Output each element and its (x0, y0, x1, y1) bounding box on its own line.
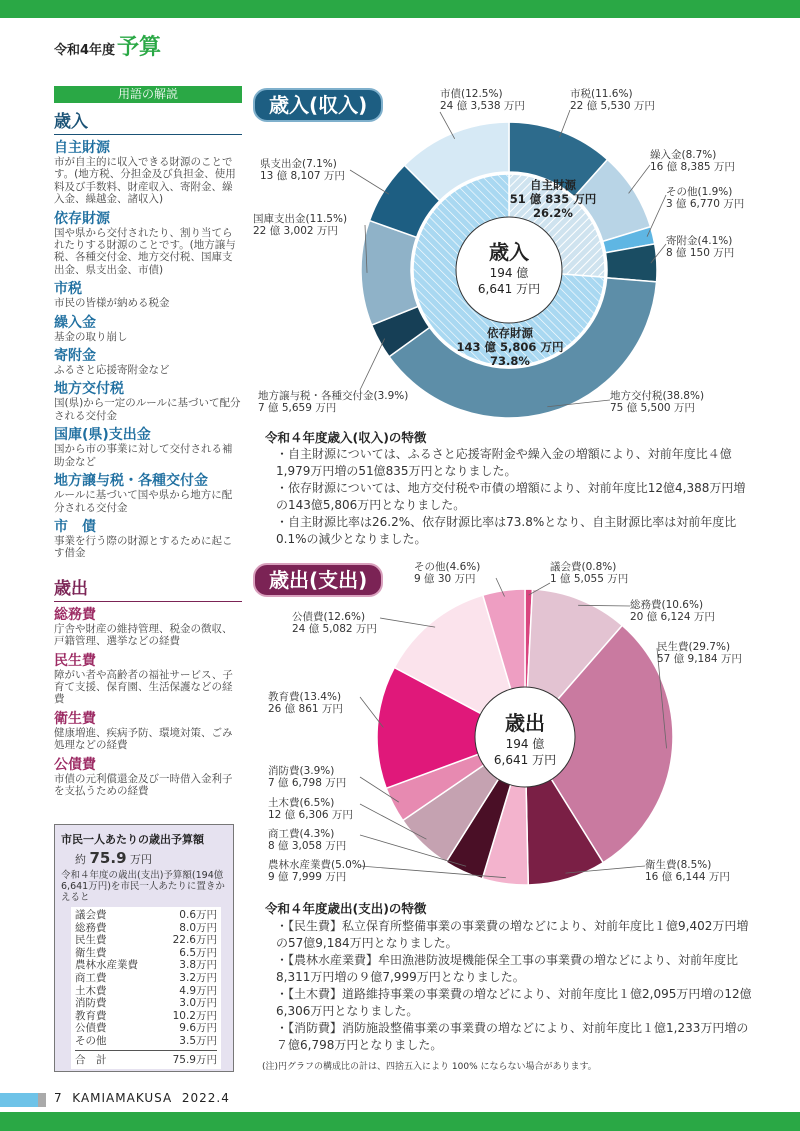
slice-label (570, 88, 655, 112)
glossary-term: 依存財源 (54, 210, 110, 227)
per-capita-value: 75.9 (89, 849, 127, 867)
slice-label (414, 561, 480, 585)
slice-label-name: 国庫支出金(11.5%) (253, 213, 348, 225)
footnote: (注)円グラフの構成比の計は、四捨五入により 100% にならない場合があります。 (262, 1062, 597, 1072)
slice-label (268, 828, 346, 852)
slice-label-name: 商工費(4.3%) (268, 828, 335, 840)
slice-label (657, 641, 742, 665)
slice-label-amount: 22 億 5,530 万円 (570, 100, 655, 112)
expense-features-title: 令和４年度歳出(支出)の特徴 (265, 901, 427, 916)
revenue-center-title: 歳入 (489, 240, 529, 264)
slice-label-name: 教育費(13.4%) (268, 691, 342, 703)
expense-center-l1: 194 億 (505, 737, 545, 751)
glossary-desc: ふるさと応援寄附金など (54, 364, 170, 377)
expense-center-title: 歳出 (505, 711, 545, 735)
slice-label-name: 衛生費(8.5%) (645, 859, 712, 871)
glossary-term: 衛生費 (54, 710, 96, 727)
magazine-name: KAMIAMAKUSA (72, 1091, 173, 1105)
slice-label (268, 691, 343, 715)
per-capita-row-name: 教育費 (75, 1009, 107, 1022)
slice-label-amount: 22 億 3,002 万円 (253, 225, 338, 237)
expense-center-l2: 6,641 万円 (493, 753, 557, 767)
glossary-desc: 市が自主的に収入できる財源のことです。(地方税、分担金及び負担金、使用料及び手数料、財産収入、寄附金、繰入金、繰越金、諸収入) (54, 156, 236, 206)
per-capita-prefix: 約 (75, 853, 86, 866)
glossary-desc: ルールに基づいて国や県から地方に配分される交付金 (54, 489, 233, 514)
slice-label (268, 765, 346, 789)
slice-label-amount: 26 億 861 万円 (268, 703, 343, 715)
revenue-features-title: 令和４年度歳入(収入)の特徴 (265, 430, 427, 445)
slice-label-amount: 12 億 6,306 万円 (268, 809, 353, 821)
self-l3: 26.2% (533, 206, 573, 220)
glossary-term: 総務費 (54, 606, 96, 623)
slice-label-amount: 16 億 6,144 万円 (645, 871, 730, 883)
per-capita-row-name: 商工費 (75, 971, 107, 984)
slice-label (666, 235, 734, 259)
glossary-term: 市 債 (54, 518, 96, 535)
glossary-heading: 用語の解説 (54, 86, 242, 103)
leader-line (350, 170, 389, 194)
glossary-expense-heading: 歳出 (54, 574, 242, 602)
slice-label (645, 859, 730, 883)
slice-label-amount: 13 億 8,107 万円 (260, 170, 345, 182)
per-capita-row-name: 総務費 (75, 921, 107, 934)
glossary-desc: 市民の皆様が納める税金 (54, 297, 170, 310)
slice-label-amount: 8 億 3,058 万円 (268, 840, 347, 852)
slice-label-amount: 7 億 6,798 万円 (268, 777, 347, 789)
slice-label-name: 総務費(10.6%) (630, 599, 704, 611)
per-capita-title: 市民一人あたりの歳出予算額 (61, 833, 204, 846)
per-capita-row-value: 10.2万円 (172, 1009, 217, 1022)
glossary-revenue-heading: 歳入 (54, 107, 242, 135)
per-capita-row-value: 0.6万円 (179, 909, 217, 921)
slice-label (650, 149, 735, 173)
per-capita-row-value: 22.6万円 (172, 934, 217, 947)
revenue-slice (361, 221, 418, 326)
per-capita-row-name: 農林水産業費 (75, 959, 138, 972)
slice-label-amount: 57 億 9,184 万円 (657, 653, 742, 665)
slice-label (268, 859, 366, 883)
glossary-desc: 国から市の事業に対して交付される補助金など (54, 443, 233, 468)
slice-label-amount: 16 億 8,385 万円 (650, 161, 735, 173)
slice-label-name: その他(1.9%) (666, 186, 733, 198)
slice-label (550, 561, 628, 585)
glossary-term: 繰入金 (54, 314, 96, 331)
glossary-desc: 基金の取り崩し (54, 330, 128, 343)
per-capita-row-name: 民生費 (75, 934, 107, 947)
slice-label-name: 市税(11.6%) (570, 88, 633, 100)
slice-label (253, 213, 347, 237)
slice-label-amount: 1 億 5,055 万円 (550, 573, 629, 585)
slice-label-amount: 24 億 5,082 万円 (292, 623, 377, 635)
feature-item: ・【農林水産業費】牟田漁港防波堤機能保全工事の事業費の増などにより、対前年度比8,311万円増の９億7,999万円となりました。 (276, 953, 739, 984)
page-tab-gray (38, 1093, 46, 1107)
expense-features (276, 918, 756, 1054)
bottom-green-bar (0, 1112, 800, 1131)
per-capita-row-name: 衛生費 (75, 946, 107, 959)
slice-label-name: 議会費(0.8%) (550, 561, 617, 573)
per-capita-row-value: 3.0万円 (179, 997, 217, 1010)
per-capita-row-value: 3.8万円 (179, 959, 217, 972)
glossary-desc: 国(県)から一定のルールに基づいて配分される交付金 (54, 397, 241, 422)
slice-label (268, 797, 353, 821)
slice-label-amount: 75 億 5,500 万円 (610, 402, 695, 414)
per-capita-row-name: その他 (75, 1034, 107, 1047)
per-capita-note: 令和４年度の歳出(支出)予算額(194億6,641万円)を市民一人あたりに置きかえると (61, 870, 225, 903)
per-capita-row-value: 9.6万円 (179, 1022, 217, 1035)
feature-item: ・【消防費】消防施設整備事業の事業費の増などにより、対前年度比１億1,233万円増の７億6,798万円となりました。 (276, 1021, 749, 1052)
leader-line (647, 195, 666, 237)
slice-label-amount: 9 億 7,999 万円 (268, 871, 347, 883)
slice-label-name: 消防費(3.9%) (268, 765, 335, 777)
feature-item: ・【民生費】私立保育所整備事業の事業費の増などにより、対前年度比１億9,402万円増の57億9,184万円となりました。 (276, 919, 749, 950)
header-main: 予算 (117, 34, 162, 60)
revenue-self-label (498, 178, 608, 220)
self-l1: 自主財源 (530, 178, 576, 192)
glossary-desc: 健康増進、疾病予防、環境対策、ごみ処理などの経費 (54, 726, 233, 752)
slice-label-name: 地方交付税(38.8%) (610, 390, 705, 402)
slice-label-amount: 20 億 6,124 万円 (630, 611, 715, 623)
glossary-term: 市税 (54, 281, 82, 298)
dep-l3: 73.8% (490, 354, 530, 368)
slice-label-name: 地方譲与税・各種交付金(3.9%) (258, 390, 409, 402)
per-capita-row-name: 土木費 (75, 984, 107, 997)
slice-label-name: 農林水産業費(5.0%) (268, 859, 366, 871)
glossary-term: 地方譲与税・各種交付金 (54, 473, 208, 490)
per-capita-row-name: 消防費 (75, 997, 107, 1010)
feature-item: ・自主財源比率は26.2%、依存財源比率は73.8%となり、自主財源比率は対前年度比0.1%の減少となりました。 (276, 515, 737, 546)
slice-label (260, 158, 345, 182)
page-tab-blue (0, 1093, 38, 1107)
slice-label-name: 公債費(12.6%) (292, 611, 366, 623)
per-capita-row-value: 3.5万円 (179, 1034, 217, 1047)
slice-label-name: その他(4.6%) (414, 561, 481, 573)
feature-item: ・依存財源については、地方交付税や市債の増額により、対前年度比12億4,388万円増の143億5,806万円となりました。 (276, 481, 746, 512)
slice-label (292, 611, 377, 635)
glossary-term: 公債費 (54, 756, 96, 773)
revenue-features (276, 446, 756, 548)
glossary-desc: 市債の元利償還金及び一時借入金利子を支払うための経費 (54, 772, 233, 797)
slice-label-name: 県支出金(7.1%) (260, 158, 337, 170)
slice-label-name: 繰入金(8.7%) (650, 149, 717, 161)
glossary-desc: 事業を行う際の財源とするために起こす借金 (54, 534, 233, 560)
per-capita-row-value: 6.5万円 (179, 946, 217, 959)
expense-center (475, 707, 575, 768)
slice-label (666, 186, 744, 210)
slice-label-amount: 3 億 6,770 万円 (666, 198, 745, 210)
self-l2: 51 億 835 万円 (509, 192, 597, 206)
glossary-desc: 庁舎や財産の維持管理、税金の徴収、戸籍管理、選挙などの経費 (54, 622, 233, 648)
per-capita-row-name: 公債費 (75, 1022, 107, 1035)
revenue-dep-label (440, 326, 580, 368)
issue-date: 2022.4 (181, 1091, 230, 1105)
slice-label (630, 599, 715, 623)
total-value: 75.9万円 (172, 1053, 217, 1066)
slice-label-name: 民生費(29.7%) (657, 641, 731, 653)
header-prefix: 令和4年度 (54, 43, 116, 58)
glossary-term: 国庫(県)支出金 (54, 427, 151, 444)
revenue-tag: 歳入(収入) (253, 88, 383, 122)
glossary-term: 地方交付税 (54, 381, 124, 398)
revenue-center-l2: 6,641 万円 (477, 282, 541, 296)
slice-label-amount: 7 億 5,659 万円 (258, 402, 337, 414)
page-number: 7 (54, 1091, 63, 1105)
slice-label-name: 土木費(6.5%) (268, 797, 335, 809)
slice-label-name: 寄附金(4.1%) (666, 235, 733, 247)
leader-line (360, 339, 385, 390)
revenue-center (459, 236, 559, 297)
slice-label-name: 市債(12.5%) (440, 88, 503, 100)
leader-line (629, 165, 650, 193)
page-footer (54, 1091, 230, 1105)
slice-label (610, 390, 704, 414)
slice-label-amount: 9 億 30 万円 (414, 573, 476, 585)
glossary-term: 寄附金 (54, 348, 96, 365)
slice-label-amount: 24 億 3,538 万円 (440, 100, 525, 112)
slice-label (258, 390, 408, 414)
dep-l2: 143 億 5,806 万円 (456, 340, 564, 354)
leader-line (380, 618, 435, 627)
slice-label (440, 88, 525, 112)
per-capita-row-value: 4.9万円 (179, 984, 217, 997)
expense-tag: 歳出(支出) (253, 563, 383, 597)
glossary-desc: 国や県から交付されたり、割り当てられたりする財源のことです。(地方譲与税、各種交付金、地方交付税、国庫支出金、県支出金、市債) (54, 226, 236, 276)
glossary-term: 民生費 (54, 652, 96, 669)
revenue-center-l1: 194 億 (489, 266, 529, 280)
per-capita-row-value: 3.2万円 (179, 971, 217, 984)
slice-label-amount: 8 億 150 万円 (666, 247, 735, 259)
glossary-term: 自主財源 (54, 140, 110, 156)
per-capita-row-value: 8.0万円 (179, 921, 217, 934)
feature-item: ・自主財源については、ふるさと応援寄附金や繰入金の増額により、対前年度比４億1,979万円増の51億835万円となりました。 (276, 447, 732, 478)
per-capita-unit: 万円 (130, 853, 153, 866)
dep-l1: 依存財源 (487, 326, 533, 340)
glossary-desc: 障がい者や高齢者の福祉サービス、子育て支援、保育園、生活保護などの経費 (54, 668, 233, 706)
total-label: 合 計 (75, 1053, 107, 1066)
feature-item: ・【土木費】道路維持事業の事業費の増などにより、対前年度比１億2,095万円増の12億6,306万円となりました。 (276, 987, 752, 1018)
per-capita-row-name: 議会費 (75, 909, 107, 921)
